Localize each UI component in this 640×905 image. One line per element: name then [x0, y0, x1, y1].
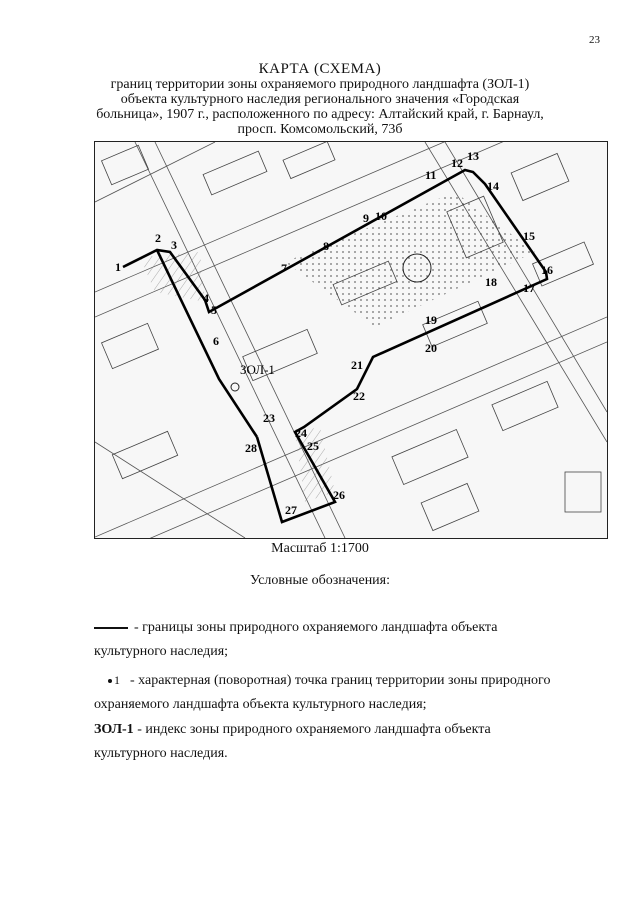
title-line-3: объекта культурного наследия регионального значения «Городская — [120, 92, 520, 107]
boundary-point-label: 14 — [487, 179, 499, 193]
legend-index-code: ЗОЛ-1 — [94, 722, 134, 737]
boundary-point-label: 26 — [333, 488, 345, 502]
title-block — [60, 62, 580, 137]
boundary-point-label: 3 — [171, 238, 177, 252]
legend-point-text-cont: охраняемого ландшафта объекта культурного наследия; — [94, 697, 427, 712]
boundary-point-label: 8 — [323, 239, 329, 253]
boundary-point-label: 11 — [425, 168, 437, 182]
boundary-point-label: 2 — [155, 231, 161, 245]
boundary-point-label: 10 — [375, 209, 387, 223]
map-drawing — [95, 142, 607, 538]
map-scale: Масштаб 1:1700 — [271, 541, 369, 556]
boundary-point-label: 27 — [285, 503, 297, 517]
title-line-2: границ территории зоны охраняемого природного ландшафта (ЗОЛ-1) — [110, 77, 530, 92]
point-dot-icon — [108, 679, 112, 683]
boundary-point-label: 4 — [203, 291, 209, 305]
zone-index-label: ЗОЛ-1 — [240, 362, 275, 377]
boundary-point-label: 7 — [281, 261, 287, 275]
boundary-point-label: 5 — [211, 303, 217, 317]
legend-title: Условные обозначения: — [249, 573, 391, 588]
legend-item-point — [94, 668, 600, 717]
boundary-point-label: 17 — [523, 281, 535, 295]
boundary-point-label: 16 — [541, 263, 553, 277]
boundary-line-symbol — [94, 627, 128, 629]
legend-boundary-text: - границы зоны природного охраняемого ландшафта объекта — [134, 620, 498, 635]
legend-item-boundary — [94, 616, 600, 664]
boundary-point-label: 9 — [363, 211, 369, 225]
page-number: 23 — [589, 34, 600, 46]
legend-item-index — [94, 718, 600, 766]
boundary-point-label: 18 — [485, 275, 497, 289]
boundary-point-label: 6 — [213, 334, 219, 348]
boundary-point-label: 28 — [245, 441, 257, 455]
boundary-point-label: 22 — [353, 389, 365, 403]
boundary-point-label: 21 — [351, 358, 363, 372]
boundary-point-label: 13 — [467, 149, 479, 163]
boundary-point-label: 19 — [425, 313, 437, 327]
title-line-4: больница», 1907 г., расположенного по адресу: Алтайский край, г. Барнаул, — [96, 107, 544, 122]
legend-point-text: - характерная (поворотная) точка границ территории зоны природного — [130, 673, 551, 688]
legend-boundary-text-cont: культурного наследия; — [94, 644, 229, 659]
legend-index-text: - индекс зоны природного охраняемого ландшафта объекта — [137, 722, 491, 737]
boundary-point-label: 1 — [115, 260, 121, 274]
title-line-5: просп. Комсомольский, 73б — [237, 122, 403, 137]
boundary-point-label: 23 — [263, 411, 275, 425]
boundary-point-label: 15 — [523, 229, 535, 243]
boundary-point-label: 25 — [307, 439, 319, 453]
boundary-point-label: 12 — [451, 156, 463, 170]
boundary-point-label: 24 — [295, 426, 307, 440]
title-heading: КАРТА (СХЕМА) — [258, 61, 382, 77]
cadastral-map — [94, 141, 608, 539]
boundary-point-label: 20 — [425, 341, 437, 355]
legend-index-text-cont: культурного наследия. — [94, 746, 228, 761]
legend-point-marker: 1 — [114, 673, 120, 687]
